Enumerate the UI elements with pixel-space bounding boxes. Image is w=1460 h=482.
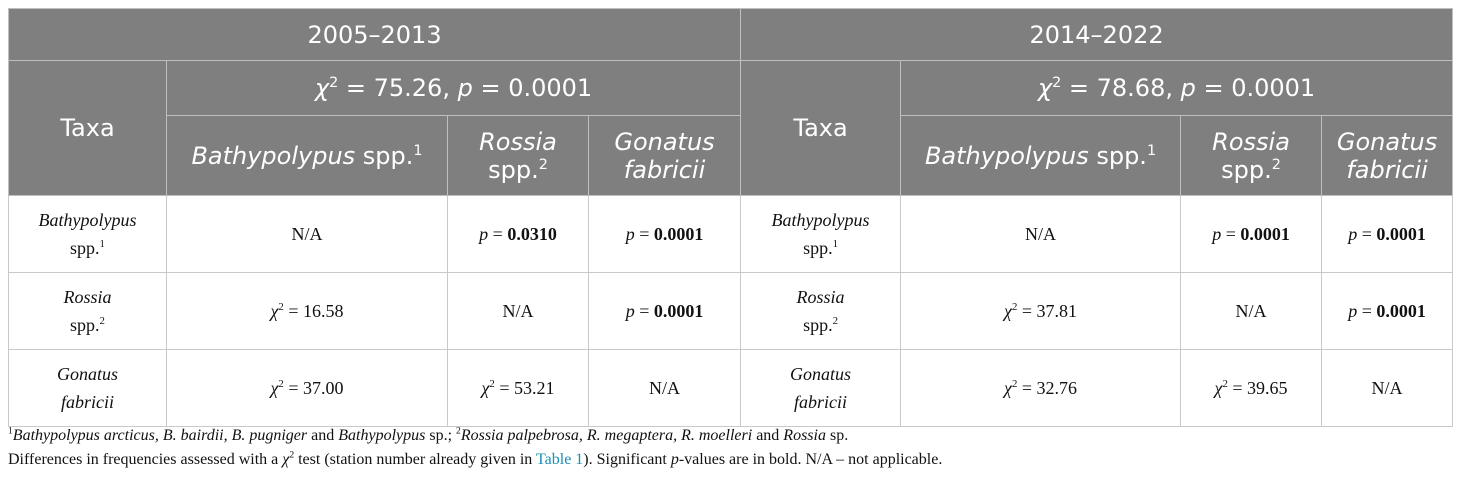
results-table: [8, 8, 1453, 427]
cell-na: N/A: [1322, 350, 1453, 427]
row-header-bathypolypus: Bathypolypus spp.$^1$: [9, 196, 167, 273]
col-header-rossia: Rossia spp.$^2$: [448, 116, 589, 196]
overall-stat-1: $\chi^2 = 75.26$, p = 0.0001: [167, 61, 741, 116]
cell-na: N/A: [448, 273, 589, 350]
table-row: [9, 350, 1453, 427]
cell-p: p = 0.0001: [589, 196, 741, 273]
cell-chi: $\chi^2 = 32.76$: [901, 350, 1181, 427]
table-wrapper: [8, 8, 1452, 427]
row-header-rossia: Rossia spp.$^2$: [741, 273, 901, 350]
footnote-species: $^1$Bathypolypus arcticus, B. bairdii, B. pugniger and Bathypolypus sp.; $^2$Rossia palpebrosa, R. megaptera, R. moelleri and Rossia sp.: [8, 425, 849, 444]
table-row: [9, 273, 1453, 350]
cell-na: N/A: [167, 196, 448, 273]
period-header-1: 2005–2013: [9, 9, 741, 61]
row-header-gonatus: Gonatus fabricii: [9, 350, 167, 427]
period-header-2: 2014–2022: [741, 9, 1453, 61]
table-row: [9, 196, 1453, 273]
row-header-bathypolypus: Bathypolypus spp.$^1$: [741, 196, 901, 273]
table-1-link[interactable]: Table 1: [535, 451, 584, 468]
cell-na: N/A: [589, 350, 741, 427]
cell-p: p = 0.0001: [1322, 196, 1453, 273]
col-header-bathypolypus: Bathypolypus spp.$^1$: [901, 116, 1181, 196]
cell-p: p = 0.0001: [1322, 273, 1453, 350]
taxa-header-2: Taxa: [741, 61, 901, 196]
cell-p: p = 0.0001: [1181, 196, 1322, 273]
cell-na: N/A: [1181, 273, 1322, 350]
cell-na: N/A: [901, 196, 1181, 273]
overall-stat-2: $\chi^2 = 78.68$, p = 0.0001: [901, 61, 1453, 116]
cell-chi: $\chi^2 = 16.58$: [167, 273, 448, 350]
col-header-gonatus: Gonatus fabricii: [1322, 116, 1453, 196]
row-header-gonatus: Gonatus fabricii: [741, 350, 901, 427]
cell-chi: $\chi^2 = 39.65$: [1181, 350, 1322, 427]
cell-chi: $\chi^2 = 37.81$: [901, 273, 1181, 350]
col-header-gonatus: Gonatus fabricii: [589, 116, 741, 196]
footnote-method: Differences in frequencies assessed with a $\chi^2$ test (station number already given in Table 1). Significant p-values are in bold. N/A – not applicable.: [8, 449, 943, 468]
cell-p: p = 0.0001: [589, 273, 741, 350]
cell-chi: $\chi^2 = 37.00$: [167, 350, 448, 427]
cell-chi: $\chi^2 = 53.21$: [448, 350, 589, 427]
col-header-bathypolypus: Bathypolypus spp.$^1$: [167, 116, 448, 196]
col-header-rossia: Rossia spp.$^2$: [1181, 116, 1322, 196]
cell-p: p = 0.0310: [448, 196, 589, 273]
table-footnotes: [8, 424, 1452, 472]
taxa-header-1: Taxa: [9, 61, 167, 196]
row-header-rossia: Rossia spp.$^2$: [9, 273, 167, 350]
